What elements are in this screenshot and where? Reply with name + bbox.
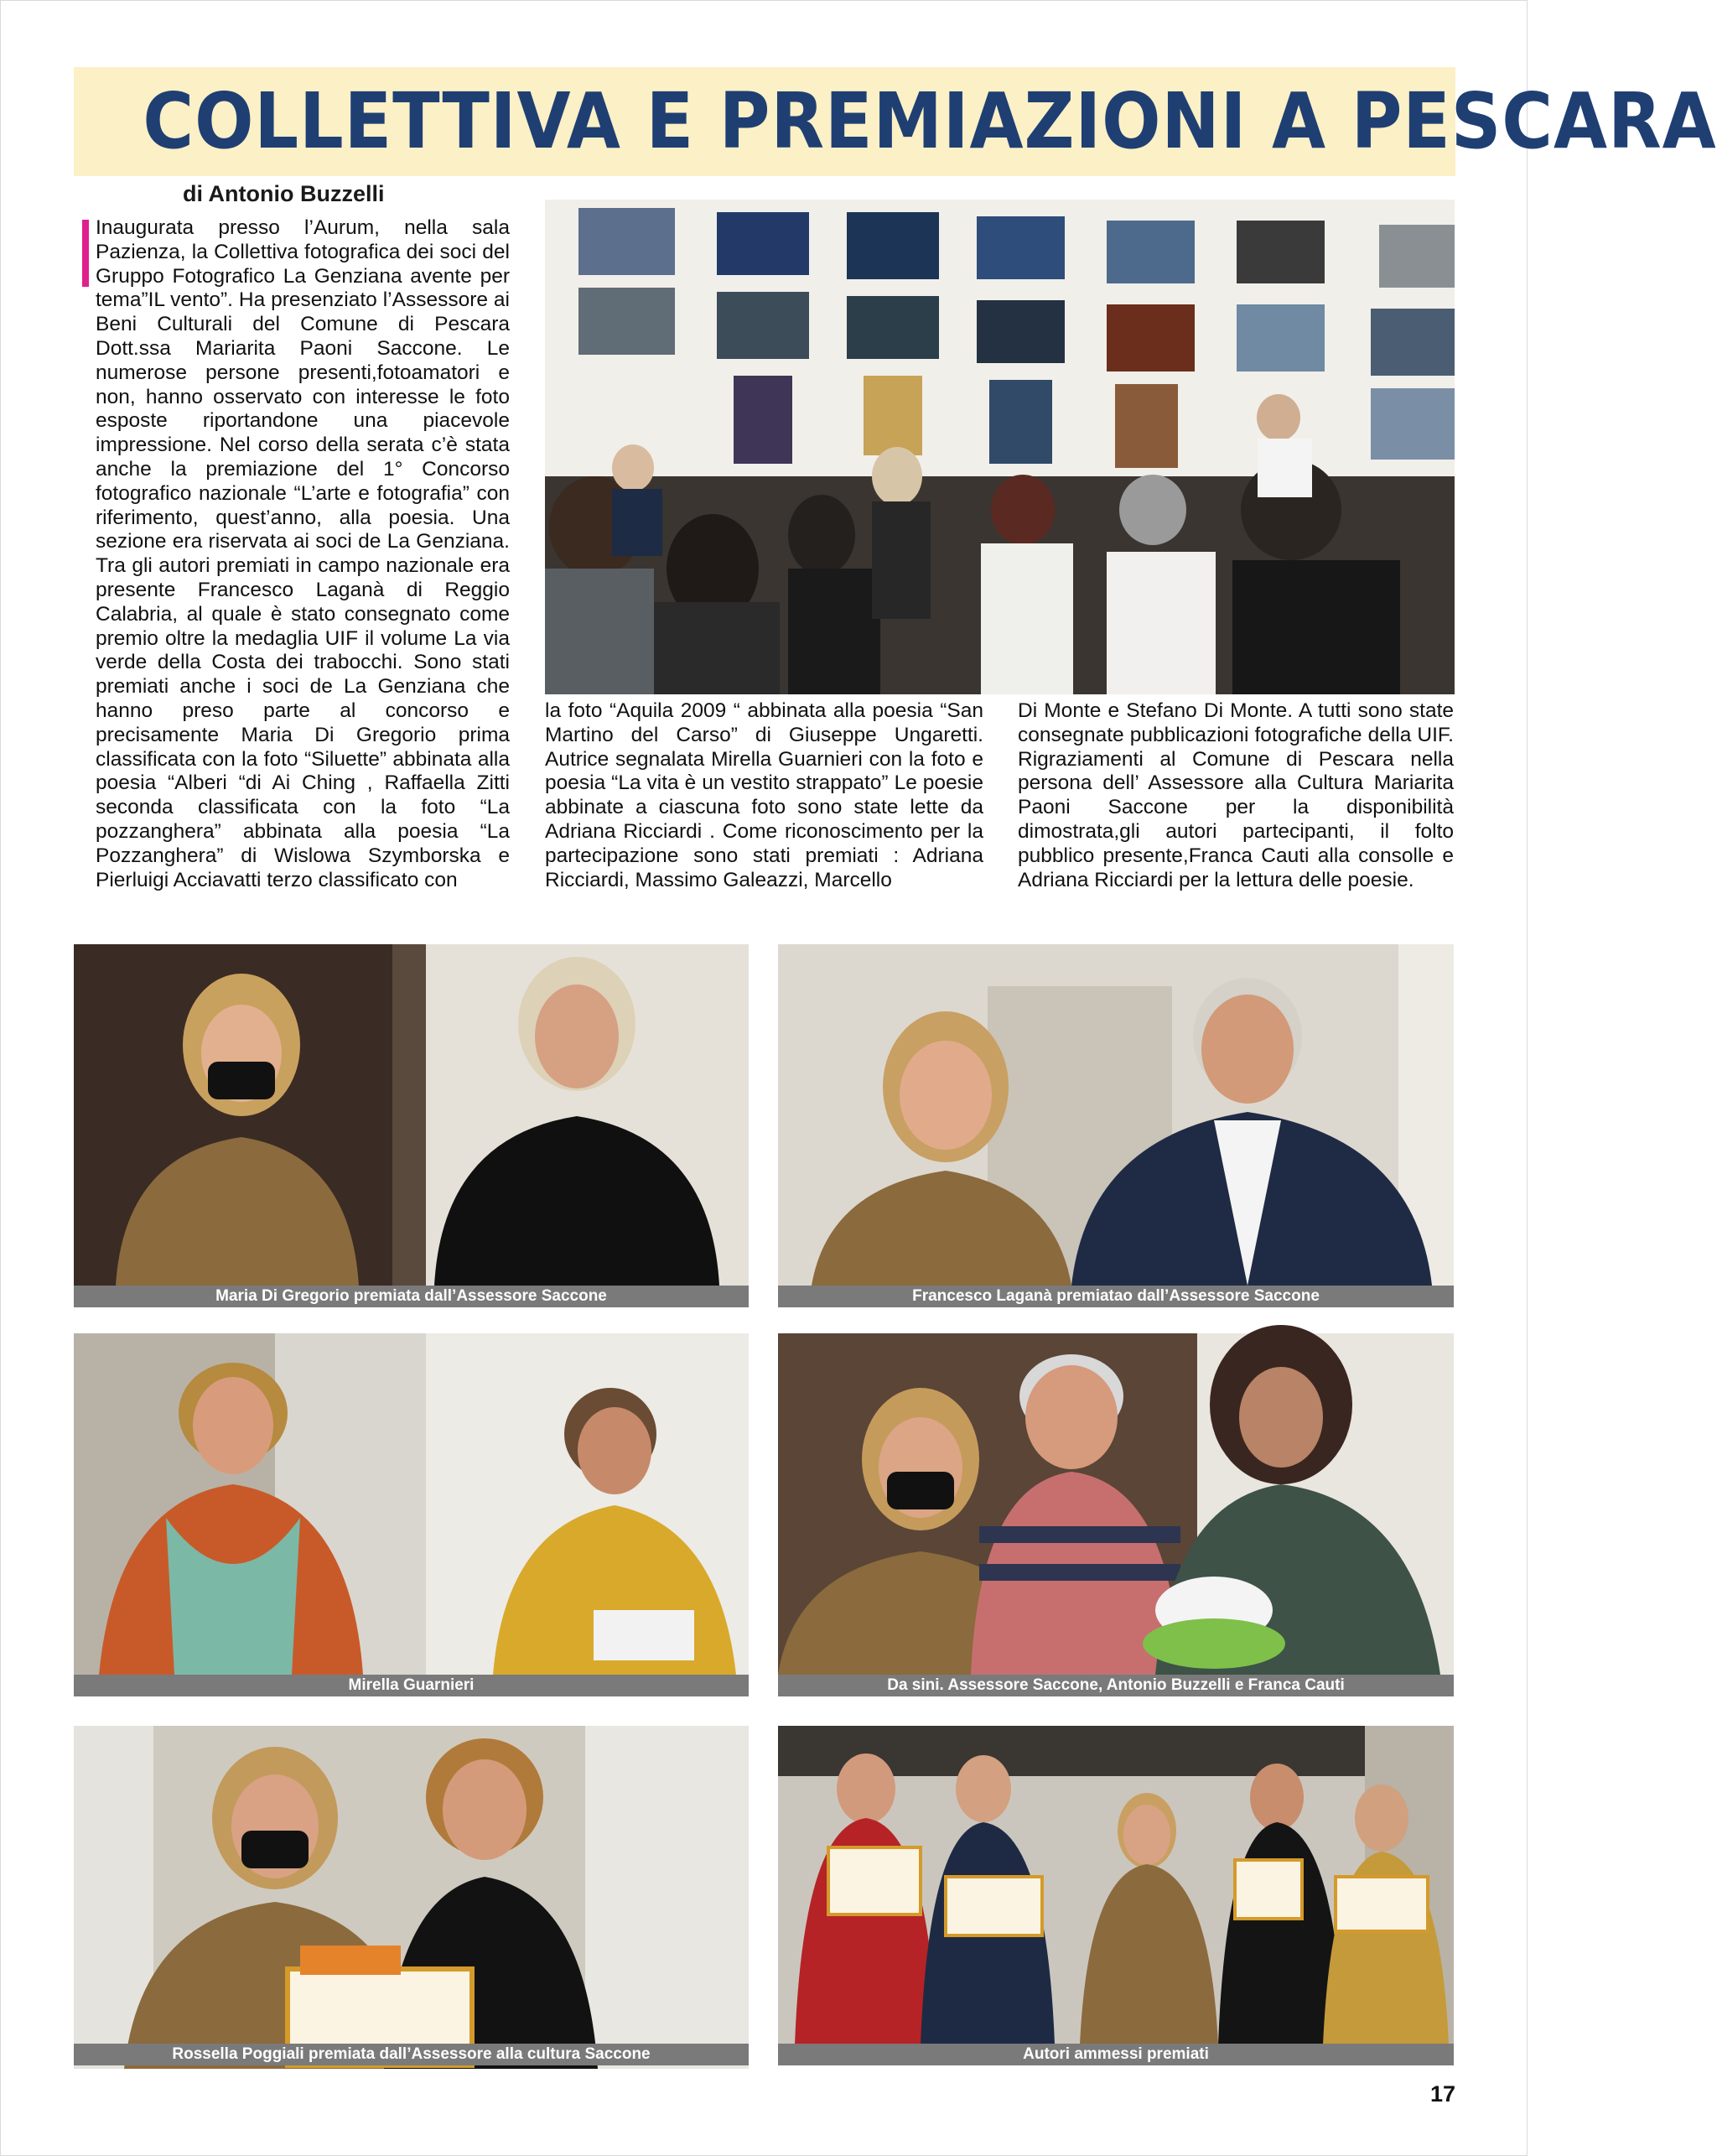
photo-caption: Da sini. Assessore Saccone, Antonio Buzzelli e Franca Cauti <box>778 1675 1454 1696</box>
photo-caption: Autori ammessi premiati <box>778 2044 1454 2065</box>
article-byline: di Antonio Buzzelli <box>183 181 385 206</box>
photo-saccone-buzzelli-cauti <box>778 1333 1454 1675</box>
article-column-2: la foto “Aquila 2009 “ abbinata alla poesia “San Martino del Carso” di Giuseppe Ungaretti. Autrice segnalata Mirella Guarnieri con la foto e poesia “La vita è un vestito strappato” Le poesie abbinate a ciascuna foto sono state lette da Adriana Ricciardi . Come riconoscimento per la partecipazione sono stati premiati : Adriana Ricciardi, Massimo Galeazzi, Marcello <box>545 699 983 891</box>
photo-di-gregorio-award <box>74 944 749 1286</box>
photo-lagana-award <box>778 944 1454 1286</box>
photo-poggiali-award <box>74 1726 749 2069</box>
article-column-3: Di Monte e Stefano Di Monte. A tutti sono state consegnate pubblicazioni fotografiche della UIF. Rigraziamenti al Comune di Pescara nella persona dell’ Assessore alla Cultura Mariarita Paoni Saccone per la disponibilità dimostrata,gli autori partecipanti, il folto pubblico presente,Franca Cauti alla consolle e Adriana Ricciardi per la lettura delle poesie. <box>1018 699 1454 891</box>
photo-caption: Maria Di Gregorio premiata dall’Assessore Saccone <box>74 1286 749 1307</box>
article-title: COLLETTIVA E PREMIAZIONI A PESCARA <box>143 76 1717 166</box>
photo-authors-awarded <box>778 1726 1454 2044</box>
page-number: 17 <box>1430 2081 1456 2107</box>
photo-caption: Francesco Laganà premiatao dall’Assessore Saccone <box>778 1286 1454 1307</box>
article-column-1: Inaugurata presso l’Aurum, nella sala Pazienza, la Collettiva fotografica dei soci del Gruppo Fotografico La Genziana avente per tema”IL vento”. Ha presenziato l’Assessore ai Beni Culturali del Comune di Pescara Dott.ssa Mariarita Paoni Saccone. Le numerose persone presenti,fotoamatori e non, hanno osservato con interesse le foto esposte riportandone una piacevole impressione. Nel corso della serata c’è stata anche la premiazione del 1° Concorso fotografico nazionale “L’arte e fotografia” con riferimento, quest’anno, alla poesia. Una sezione era riservata ai soci de La Genziana. Tra gli autori premiati in campo nazionale era presente Francesco Laganà di Reggio Calabria, al quale è stato consegnato come premio oltre la medaglia UIF il volume La via verde della Costa dei trabocchi. Sono stati premiati anche i soci de La Genziana che hanno preso parte al concorso e precisamente Maria Di Gregorio prima classificata con la foto “Siluette” abbinata alla poesia “Alberi “di Ai Ching , Raffaella Zitti seconda classificata con la foto “La pozzanghera” abbinata alla poesia “La Pozzanghera” di Wislowa Szymborska e Pierluigi Acciavatti terzo classificato con <box>96 216 510 891</box>
photo-caption: Rossella Poggiali premiata dall’Assessore alla cultura Saccone <box>74 2044 749 2065</box>
title-band <box>74 67 1717 176</box>
drop-cap-bar <box>82 220 89 287</box>
photo-caption: Mirella Guarnieri <box>74 1675 749 1696</box>
exhibition-hall-photo <box>545 200 1455 694</box>
photo-mirella-guarnieri <box>74 1333 749 1675</box>
